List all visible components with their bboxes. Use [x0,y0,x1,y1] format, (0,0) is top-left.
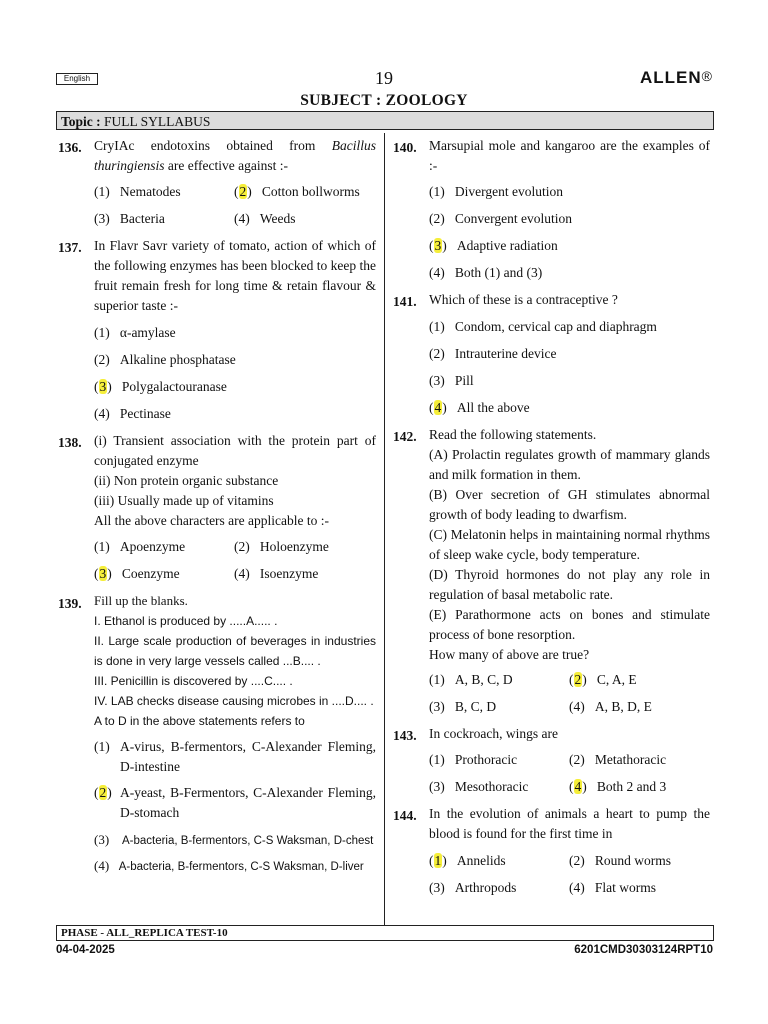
brand-logo: ALLEN® [640,68,713,87]
footer-date: 04-04-2025 [56,944,115,956]
column-divider [384,133,385,925]
page-number: 19 [375,68,393,88]
phase-bar: PHASE - ALL_REPLICA TEST-10 [56,925,714,941]
paper-code: 6201CMD30303124RPT10 [574,944,713,956]
subject-title: SUBJECT : ZOOLOGY [300,92,468,109]
language-badge: English [56,73,98,85]
topic-bar: Topic : FULL SYLLABUS [56,111,714,130]
